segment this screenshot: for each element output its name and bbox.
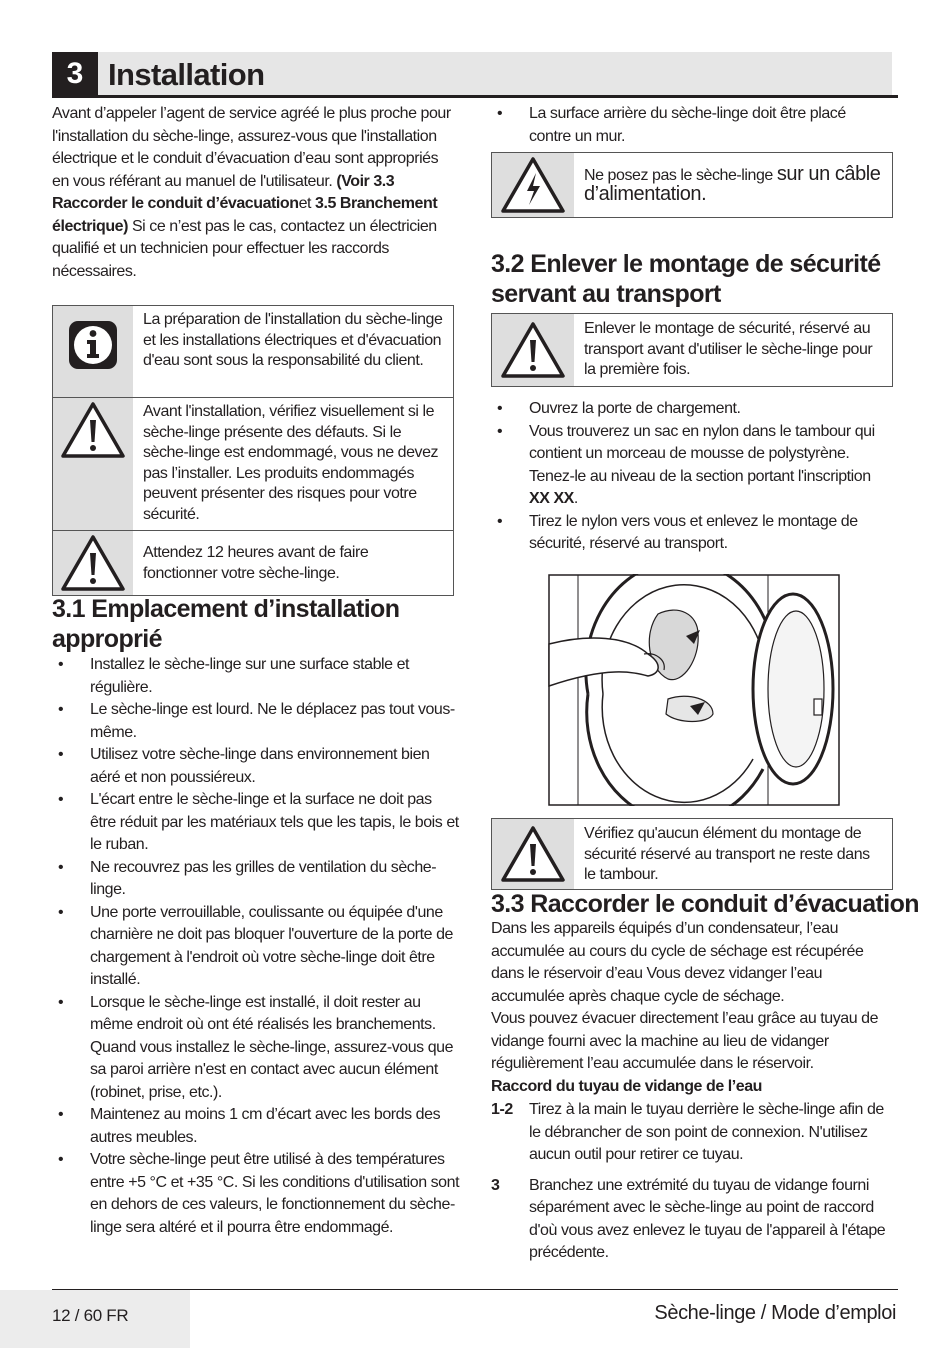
notice-info	[53, 306, 453, 397]
step-text: Tirez à la main le tuyau derrière le sèche-linge afin de le débrancher de son point de connexion. N'utilisez aucun outil pour retirer ce tuyau.	[529, 1101, 884, 1163]
notice-text: La préparation de l'installation du sèche-linge et les installations électriques et d'évacuation d'eau sont sous la responsabilité du client.	[143, 311, 443, 369]
section-3-2-title: 3.2 Enlever le montage de sécurité servant au transport	[491, 250, 881, 308]
right-top-list	[491, 103, 891, 148]
section-3-1-list	[52, 654, 460, 1239]
section-3-1-title: 3.1 Emplacement d’installation approprié	[52, 595, 400, 653]
list-item: • Maintenez au moins 1 cm d’écart avec les bords des autres meubles.	[58, 1106, 441, 1146]
warning-icon	[59, 533, 127, 593]
chapter-number: 3	[52, 52, 98, 96]
intro-ref-2: 3.5 Branchement électrique)	[52, 195, 438, 235]
drain-steps	[491, 1099, 896, 1265]
intro-text-3: Si ce n’est pas le cas, contactez un électricien qualifié et un technicien pour effectuer les raccords nécessaires.	[52, 217, 437, 280]
notice-icon-cell	[53, 306, 133, 397]
notice-text: Enlever le montage de sécurité, réservé au transport avant d'utiliser le sèche-linge pour la première fois.	[584, 320, 873, 378]
list-item: • Installez le sèche-linge sur une surface stable et régulière.	[58, 656, 410, 696]
notice-text: Attendez 12 heures avant de faire fonctionner votre sèche-linge.	[143, 544, 369, 582]
electric-hazard-icon	[499, 155, 567, 215]
intro-ref-1: (Voir 3.3 Raccorder le conduit d’évacuation	[52, 172, 395, 212]
list-item: • La surface arrière du sèche-linge doit être placé contre un mur.	[497, 105, 846, 145]
paragraph: Vous pouvez évacuer directement l’eau grâce au tuyau de vidange fourni avec la machine au lieu de vidanger régulièrement l’eau accumulée dans le réservoir.	[491, 1010, 879, 1072]
list-item: • L'écart entre le sèche-linge et la surface ne doit pas être réduit par les matériaux tels que les tapis, le bois et le ruban.	[58, 791, 459, 853]
list-item: • Lorsque le sèche-linge est installé, il doit rester au même endroit où ont été réalisés les branchements. Quand vous installez le sèche-linge, assurez-vous que sa paroi arrière n'est en contact avec aucun élément (robinet, prise, etc.).	[58, 993, 454, 1101]
header-rule	[52, 95, 898, 98]
list-item: • Utilisez votre sèche-linge dans environnement bien aéré et non poussiéreux.	[58, 746, 430, 786]
step-number: 3	[491, 1176, 500, 1194]
warning-icon	[499, 824, 567, 884]
notice-electric	[491, 152, 893, 218]
list-item: • Une porte verrouillable, coulissante ou équipée d'une charnière ne doit pas bloquer l'ouverture de la porte de chargement à l'endroit où votre sèche-linge doit être installé.	[58, 903, 453, 988]
footer-rule	[52, 1289, 898, 1290]
step-number: 1-2	[491, 1101, 513, 1118]
step-item	[491, 1175, 896, 1265]
list-item: • Vous trouverez un sac en nylon dans le tambour qui contient un morceau de mousse de polystyrène. Tenez-le au niveau de la section portant l'inscription XX XX.	[497, 422, 875, 507]
paragraph: Dans les appareils équipés d’un condensateur, l’eau accumulée au cours du cycle de séchage est récupérée dans le réservoir d’eau Vous devez vidanger l’eau accumulée après chaque cycle de séchage.	[491, 920, 864, 1005]
subheading: Raccord du tuyau de vidange de l’eau	[491, 1077, 762, 1095]
list-item: • Votre sèche-linge peut être utilisé à des températures entre +5 °C et +35 °C. Si les conditions d'utilisation sont en dehors de ces valeurs, le fonctionnement du sèche-linge sera altéré et il pourra être endommagé.	[58, 1151, 460, 1236]
list-item: • Tirez le nylon vers vous et enlevez le montage de sécurité, réservé au transport.	[497, 512, 858, 552]
notice-check-drum	[491, 818, 893, 890]
notice-text: Ne posez pas le sèche-linge sur un câble d’alimentation.	[584, 163, 881, 205]
notice-icon-cell	[53, 398, 133, 530]
section-3-2-list	[491, 398, 891, 556]
notice-text: Vérifiez qu'aucun élément du montage de sécurité réservé au transport ne reste dans le tambour.	[584, 825, 870, 883]
list-item: • Ouvrez la porte de chargement.	[497, 400, 741, 417]
notice-warning-wait	[53, 530, 453, 595]
chapter-title: Installation	[108, 57, 265, 92]
info-icon	[68, 320, 118, 370]
notice-icon-cell	[492, 153, 574, 217]
step-item	[491, 1099, 896, 1167]
document-title: Sèche-linge / Mode d’emploi	[654, 1302, 896, 1324]
notice-icon-cell	[492, 314, 574, 386]
step-text: Branchez une extrémité du tuyau de vidange fourni séparément avec le sèche-linge au point de raccord d'où vous avez enlevez le tuyau de l'appareil à l'étape précédente.	[529, 1176, 886, 1261]
warning-icon	[59, 400, 127, 460]
page-number: 12 / 60 FR	[52, 1306, 129, 1325]
section-3-3-title: 3.3 Raccorder le conduit d’évacuation	[491, 890, 919, 918]
list-item: • Le sèche-linge est lourd. Ne le déplacez pas tout vous-même.	[58, 701, 455, 741]
notice-transport	[491, 313, 893, 387]
list-item: • Ne recouvrez pas les grilles de ventilation du sèche-linge.	[58, 858, 437, 898]
intro-paragraph	[52, 103, 457, 283]
intro-text-1: Avant d’appeler l’agent de service agréé le plus proche pour l'installation du sèche-linge, assurez-vous que l'installation électrique et le conduit d’évacuation d’eau sont appropriés en vous référant au manuel de l'utilisateur.	[52, 105, 451, 190]
section-3-3-body	[491, 918, 896, 1098]
notice-icon-cell	[492, 819, 574, 889]
notice-warning-defects	[53, 397, 453, 530]
notice-text: Avant l'installation, vérifiez visuellement si le sèche-linge présente des défauts. Si le sèche-linge est endommagé, vous ne devez pas l’installer. Les produits endommagés peuvent présenter des risques pour votre sécurité.	[143, 403, 439, 523]
dryer-drum-illustration	[548, 574, 840, 806]
notice-table-left	[52, 305, 454, 596]
intro-text-2: et	[298, 195, 316, 212]
notice-icon-cell	[53, 531, 133, 595]
warning-icon	[499, 320, 567, 380]
